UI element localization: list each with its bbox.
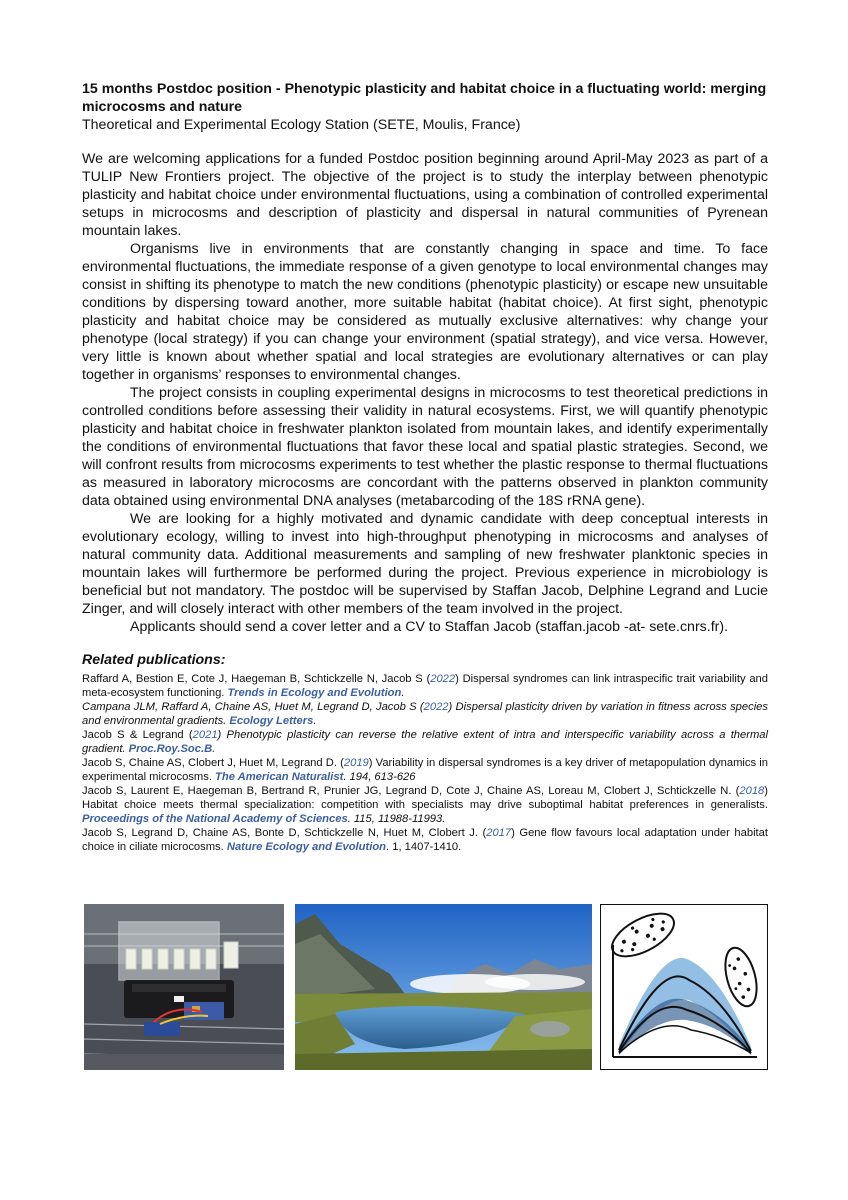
institution-line: Theoretical and Experimental Ecology Station (SETE, Moulis, France) bbox=[82, 117, 521, 133]
journal-name: Ecology Letters bbox=[229, 715, 314, 727]
publication-item: Raffard A, Bestion E, Cote J, Haegeman B, Schtickzelle N, Jacob S (2022) Dispersal syndromes can link intraspecific trait variability and meta-ecosystem functioning. Trends in Ecology and Evolution. bbox=[82, 673, 768, 699]
application-paragraph: Applicants should send a cover letter and a CV to Staffan Jacob (staffan.jacob -at- sete.cnrs.fr). bbox=[130, 619, 729, 635]
publication-year: 2021 bbox=[192, 729, 218, 741]
publication-year: 2019 bbox=[343, 757, 369, 769]
publication-item: Jacob S, Laurent E, Haegeman B, Bertrand R, Prunier JG, Legrand D, Cote J, Chaine AS, Loreau M, Clobert J, Schtickzelle N. (2018) Habitat choice meets thermal specialization: competition with specialists may drive suboptimal habitat preferences in generalists. Proceedings of the National Academy of Sciences. 115, 11988-11993. bbox=[82, 785, 768, 825]
publication-list bbox=[82, 672, 768, 854]
publication-item: Jacob S, Legrand D, Chaine AS, Bonte D, Schtickzelle N, Huet M, Clobert J. (2017) Gene flow favours local adaptation under habitat choice in ciliate microcosms. Nature Ecology and Evolution. 1, 1407-1410. bbox=[82, 827, 768, 853]
microcosm-photo bbox=[84, 904, 284, 1070]
publication-year: 2022 bbox=[423, 701, 449, 713]
publication-item: Jacob S, Chaine AS, Clobert J, Huet M, Legrand D. (2019) Variability in dispersal syndromes is a key driver of metapopulation dynamics in experimental microcosms. The American Naturalist. 194, 613-626 bbox=[82, 757, 768, 783]
journal-name: Trends in Ecology and Evolution bbox=[227, 687, 402, 699]
publication-year: 2017 bbox=[486, 827, 512, 839]
journal-name: Proc.Roy.Soc.B bbox=[128, 743, 213, 755]
document-page bbox=[82, 80, 768, 854]
publication-item: Jacob S & Legrand (2021) Phenotypic plasticity can reverse the relative extent of intra and interspecific variability across a thermal gradient. Proc.Roy.Soc.B. bbox=[82, 729, 768, 755]
position-title: 15 months Postdoc position - Phenotypic plasticity and habitat choice in a fluctuating world: merging microcosms and nature bbox=[82, 81, 767, 115]
ciliate-reaction-norm-illustration bbox=[600, 904, 768, 1070]
mountain-lake-photo bbox=[295, 904, 592, 1070]
context-paragraph: Organisms live in environments that are constantly changing in space and time. To face environmental fluctuations, the immediate response of a given genotype to local environmental changes may consist in shifting its phenotype to match the new conditions (phenotypic plasticity) or escape new unsuitable conditions by dispersing toward another, more suitable habitat (habitat choice). At first sight, phenotypic plasticity and habitat choice may be considered as mutually exclusive alternatives: why change your phenotype (local strategy) if you can change your environment (spatial strategy), and vice versa. However, very little is known about whether spatial and local strategies are evolutionary alternatives or can play together in organisms’ responses to environmental changes. bbox=[82, 241, 768, 383]
journal-name: Proceedings of the National Academy of Sciences bbox=[82, 813, 348, 825]
project-paragraph: The project consists in coupling experimental designs in microcosms to test theoretical predictions in controlled conditions before assessing their validity in natural ecosystems. First, we will quantify phenotypic plasticity and habitat choice in freshwater plankton isolated from mountain lakes, and identify experimentally the conditions of environmental fluctuations that favor these local and spatial plastic strategies. Second, we will confront results from microcosms experiments to test whether the plastic response to thermal fluctuations as measured in laboratory microcosms are concordant with the patterns observed in plankton community data obtained using environmental DNA analyses (metabarcoding of the 18S rRNA gene). bbox=[82, 385, 768, 509]
publication-item: Campana JLM, Raffard A, Chaine AS, Huet M, Legrand D, Jacob S (2022) Dispersal plasticity driven by variation in fitness across species and environmental gradients. Ecology Letters. bbox=[82, 701, 768, 727]
journal-name: Nature Ecology and Evolution bbox=[226, 841, 386, 853]
publication-year: 2018 bbox=[739, 785, 765, 797]
related-publications-heading: Related publications: bbox=[82, 652, 226, 668]
figure-row bbox=[84, 904, 768, 1070]
intro-paragraph: We are welcoming applications for a funded Postdoc position beginning around April-May 2023 as part of a TULIP New Frontiers project. The objective of the project is to study the interplay between phenotypic plasticity and habitat choice under environmental fluctuations, using a combination of controlled experimental setups in microcosms and description of plasticity and dispersal in natural communities of Pyrenean mountain lakes. bbox=[82, 151, 768, 239]
candidate-paragraph: We are looking for a highly motivated and dynamic candidate with deep conceptual interests in evolutionary ecology, willing to invest into high-throughput phenotyping in microcosms and analyses of natural community data. Additional measurements and sampling of new freshwater planktonic species in mountain lakes will furthermore be performed during the project. Previous experience in microbiology is beneficial but not mandatory. The postdoc will be supervised by Staffan Jacob, Delphine Legrand and Lucie Zinger, and will closely interact with other members of the team involved in the project. bbox=[82, 511, 768, 617]
journal-name: The American Naturalist bbox=[215, 771, 344, 783]
publication-year: 2022 bbox=[430, 673, 456, 685]
